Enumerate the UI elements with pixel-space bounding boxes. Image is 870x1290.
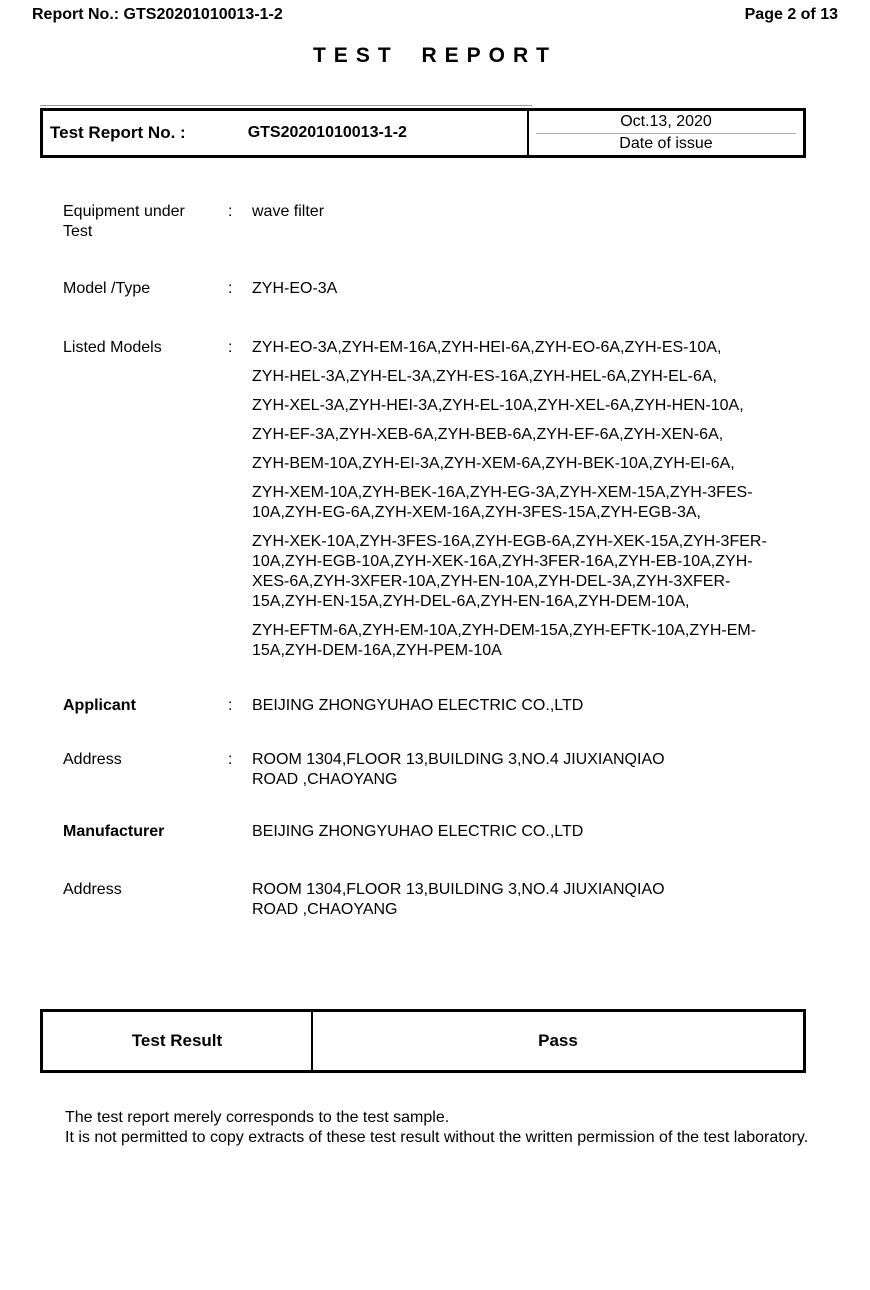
footer-note-1: The test report merely corresponds to the test sample. <box>65 1109 450 1126</box>
field-label-model: Model /Type <box>63 280 151 297</box>
field-value-applicant-address: ROOM 1304,FLOOR 13,BUILDING 3,NO.4 JIUXIANQIAO ROAD ,CHAOYANG <box>252 751 665 788</box>
test-result-label: Test Result <box>43 1012 313 1070</box>
field-row-applicant-address <box>63 750 838 790</box>
footer-note-2: It is not permitted to copy extracts of these test result without the written permission of the test laboratory. <box>65 1129 809 1146</box>
report-number-table <box>40 108 806 158</box>
field-separator: : <box>228 751 233 768</box>
test-result-value: Pass <box>538 1031 578 1050</box>
field-value-manufacturer-address: ROOM 1304,FLOOR 13,BUILDING 3,NO.4 JIUXIANQIAO ROAD ,CHAOYANG <box>252 881 665 918</box>
field-row-model <box>63 279 838 299</box>
listed-models-paragraph-3: ZYH-XEL-3A,ZYH-HEI-3A,ZYH-EL-10A,ZYH-XEL-6A,ZYH-HEN-10A, <box>252 397 744 414</box>
issue-date-label: Date of issue <box>619 135 713 153</box>
field-row-equipment <box>63 202 838 242</box>
field-value-model: ZYH-EO-3A <box>252 280 338 297</box>
field-row-applicant <box>63 696 838 716</box>
listed-models-paragraph-4: ZYH-EF-3A,ZYH-XEB-6A,ZYH-BEB-6A,ZYH-EF-6A,ZYH-XEN-6A, <box>252 426 724 443</box>
report-number-value: GTS20201010013-1-2 <box>247 124 407 141</box>
field-separator: : <box>228 203 233 220</box>
report-number-label: Test Report No. : <box>50 123 186 142</box>
field-label-applicant: Applicant <box>63 697 136 714</box>
field-separator: : <box>228 339 233 356</box>
field-label-manufacturer-address: Address <box>63 881 122 898</box>
field-separator: : <box>228 697 233 714</box>
report-fields <box>63 202 838 920</box>
listed-models-paragraph-7: ZYH-XEK-10A,ZYH-3FES-16A,ZYH-EGB-6A,ZYH-XEK-15A,ZYH-3FER-10A,ZYH-EGB-10A,ZYH-XEK-16A,ZYH-3FER-16A,ZYH-EB-10A,ZYH-XES-6A,ZYH-3XFER-10A,ZYH-EN-10A,ZYH-DEL-3A,ZYH-3XFER-15A,ZYH-EN-15A,ZYH-DEL-6A,ZYH-EN-16A,ZYH-DEM-10A, <box>252 533 767 610</box>
listed-models-paragraph-1: ZYH-EO-3A,ZYH-EM-16A,ZYH-HEI-6A,ZYH-EO-6A,ZYH-ES-10A, <box>252 339 722 356</box>
field-row-manufacturer <box>63 822 838 842</box>
listed-models-paragraph-8: ZYH-EFTM-6A,ZYH-EM-10A,ZYH-DEM-15A,ZYH-EFTK-10A,ZYH-EM-15A,ZYH-DEM-16A,ZYH-PEM-10A <box>252 622 757 659</box>
field-label-equipment: Equipment under Test <box>63 203 185 240</box>
page-header <box>32 6 838 24</box>
field-value-applicant: BEIJING ZHONGYUHAO ELECTRIC CO.,LTD <box>252 697 584 714</box>
issue-date-value: Oct.13, 2020 <box>620 112 712 130</box>
field-value-listed-models <box>252 338 779 661</box>
field-label-manufacturer: Manufacturer <box>63 823 165 840</box>
footer-notes <box>65 1108 815 1148</box>
field-row-listed-models <box>63 338 838 661</box>
listed-models-paragraph-5: ZYH-BEM-10A,ZYH-EI-3A,ZYH-XEM-6A,ZYH-BEK-10A,ZYH-EI-6A, <box>252 455 735 472</box>
field-label-applicant-address: Address <box>63 751 122 768</box>
issue-date-cell <box>529 111 803 155</box>
field-value-manufacturer: BEIJING ZHONGYUHAO ELECTRIC CO.,LTD <box>252 823 584 840</box>
test-result-table <box>40 1009 806 1073</box>
report-number-cell <box>43 111 529 155</box>
listed-models-paragraph-2: ZYH-HEL-3A,ZYH-EL-3A,ZYH-ES-16A,ZYH-HEL-6A,ZYH-EL-6A, <box>252 368 717 385</box>
field-label-listed-models: Listed Models <box>63 339 162 356</box>
header-report-no: Report No.: GTS20201010013-1-2 <box>32 6 283 23</box>
header-page-number: Page 2 of 13 <box>744 6 838 23</box>
divider-line <box>40 105 532 106</box>
field-value-equipment: wave filter <box>252 203 325 220</box>
field-separator: : <box>228 280 233 297</box>
field-row-manufacturer-address <box>63 880 838 920</box>
page-title: TEST REPORT <box>312 44 557 67</box>
listed-models-paragraph-6: ZYH-XEM-10A,ZYH-BEK-16A,ZYH-EG-3A,ZYH-XEM-15A,ZYH-3FES-10A,ZYH-EG-6A,ZYH-XEM-16A,ZYH-3FES-15A,ZYH-EGB-3A, <box>252 484 753 521</box>
